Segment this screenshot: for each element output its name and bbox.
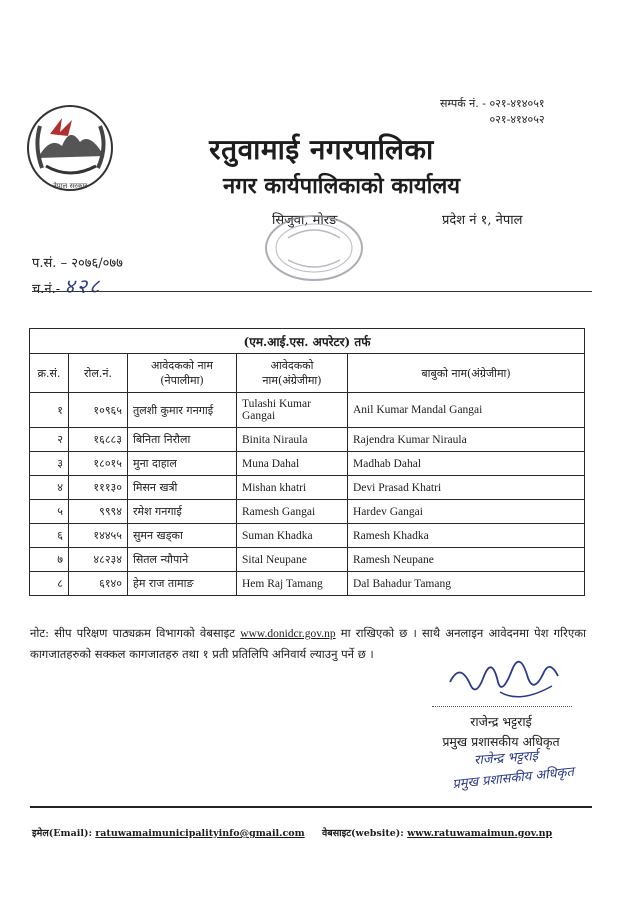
cell-sn: ८	[30, 572, 69, 596]
cell-roll: १०९६५	[69, 393, 128, 428]
cell-name-en: Binita Niraula	[237, 428, 348, 452]
contact-line-2: ०२१-४१४०५२	[489, 113, 545, 126]
table-row	[30, 428, 585, 452]
cell-name-np: हेम राज तामाङ	[128, 572, 237, 596]
table-row	[30, 548, 585, 572]
signatory-name: राजेन्द्र भट्टराई	[470, 714, 532, 729]
cell-father-en: Devi Prasad Khatri	[348, 476, 585, 500]
table-caption: (एम.आई.एस. अपरेटर) तर्फ	[30, 329, 585, 354]
cell-sn: ४	[30, 476, 69, 500]
cell-name-np: बिनिता निरौला	[128, 428, 237, 452]
cell-father-en: Ramesh Neupane	[348, 548, 585, 572]
contact-block	[440, 96, 545, 128]
handwritten-name: राजेन्द्र भट्टराई	[473, 748, 539, 769]
cell-father-en: Ramesh Khadka	[348, 524, 585, 548]
cell-roll: ९९९४	[69, 500, 128, 524]
cell-sn: ५	[30, 500, 69, 524]
column-header-name-en: आवेदकको नाम(अंग्रेजीमा)	[237, 354, 348, 393]
cell-name-en: Ramesh Gangai	[237, 500, 348, 524]
column-header-name-np: आवेदकको नाम (नेपालीमा)	[128, 354, 237, 393]
emblem-text: नेपाल सरकार	[52, 182, 88, 190]
cell-father-en: Anil Kumar Mandal Gangai	[348, 393, 585, 428]
cell-name-np: सुमन खड्का	[128, 524, 237, 548]
table-row	[30, 476, 585, 500]
signatory-designation: प्रमुख प्रशासकीय अधिकृत	[442, 734, 560, 749]
candidate-table	[29, 328, 585, 596]
column-header-father-en: बाबुको नाम(अंग्रेजीमा)	[348, 354, 585, 393]
chalani-handwritten-number: ४२८	[64, 274, 102, 298]
office-subtitle: नगर कार्यपालिकाको कार्यालय	[223, 173, 460, 199]
cell-sn: ७	[30, 548, 69, 572]
cell-father-en: Madhab Dahal	[348, 452, 585, 476]
email-label: इमेल(Email):	[32, 828, 92, 839]
cell-roll: ६१४०	[69, 572, 128, 596]
table-row	[30, 572, 585, 596]
cell-roll: ४८२३४	[69, 548, 128, 572]
cell-name-en: Tulashi Kumar Gangai	[237, 393, 348, 428]
cell-name-np: सितल न्यौपाने	[128, 548, 237, 572]
handwritten-designation: प्रमुख प्रशासकीय अधिकृत	[451, 764, 575, 793]
cell-sn: १	[30, 393, 69, 428]
office-name: रतुवामाई नगरपालिका	[209, 133, 434, 166]
column-header-roll: रोल.नं.	[69, 354, 128, 393]
signature-line	[432, 706, 572, 707]
cell-father-en: Hardev Gangai	[348, 500, 585, 524]
table-row	[30, 524, 585, 548]
cell-name-en: Hem Raj Tamang	[237, 572, 348, 596]
cell-name-en: Suman Khadka	[237, 524, 348, 548]
footer-website	[322, 826, 552, 839]
cell-father-en: Rajendra Kumar Niraula	[348, 428, 585, 452]
patra-sankhya: प.सं. – २०७६/०७७	[32, 256, 123, 271]
cell-name-en: Sital Neupane	[237, 548, 348, 572]
note-website-link[interactable]: www.donidcr.gov.np	[240, 628, 336, 640]
cell-father-en: Dal Bahadur Tamang	[348, 572, 585, 596]
signatory-block	[426, 712, 576, 752]
footer-email	[32, 826, 305, 839]
cell-name-en: Mishan khatri	[237, 476, 348, 500]
cell-sn: २	[30, 428, 69, 452]
cell-roll: १६८८३	[69, 428, 128, 452]
cell-roll: १८०१५	[69, 452, 128, 476]
table-row	[30, 393, 585, 428]
email-link[interactable]: ratuwamaimunicipalityinfo@gmail.com	[95, 828, 305, 839]
office-stamp-icon	[258, 208, 370, 288]
cell-name-en: Muna Dahal	[237, 452, 348, 476]
table-header-row	[30, 354, 585, 393]
province-text: प्रदेश नं १, नेपाल	[442, 213, 523, 228]
website-label: वेबसाइट(website):	[322, 828, 404, 839]
website-link[interactable]: www.ratuwamaimun.gov.np	[407, 828, 553, 839]
note-prefix: नोट: सीप परिक्षण पाठ्यक्रम विभागको वेबसाइट	[30, 626, 236, 640]
cell-name-np: मुना दाहाल	[128, 452, 237, 476]
table-row	[30, 452, 585, 476]
table-row	[30, 500, 585, 524]
cell-sn: ६	[30, 524, 69, 548]
cell-roll: १४४५५	[69, 524, 128, 548]
footer-divider	[30, 806, 592, 808]
location-text: सिजुवा, मोरङ	[272, 213, 338, 228]
cell-name-np: तुलशी कुमार गनगाई	[128, 393, 237, 428]
cell-name-np: मिसन खत्री	[128, 476, 237, 500]
chalani-label: च.नं.-	[32, 282, 61, 297]
cell-roll: १११३०	[69, 476, 128, 500]
cell-name-np: रमेश गनगाई	[128, 500, 237, 524]
signature-icon	[440, 642, 570, 712]
reference-block	[32, 253, 123, 301]
cell-sn: ३	[30, 452, 69, 476]
column-header-sn: क्र.सं.	[30, 354, 69, 393]
note-suffix: मा राखिएको छ । साथै अनलाइन आवेदनमा पेश गरिएका कागजातहरुको सक्कल कागजातहरु तथा १ प्रती प्रतिलिपि अनिवार्य ल्याउनु पर्ने छ ।	[30, 626, 586, 661]
header-divider	[32, 291, 592, 292]
contact-line-1: सम्पर्क नं. - ०२१-४१४०५१	[440, 97, 545, 110]
